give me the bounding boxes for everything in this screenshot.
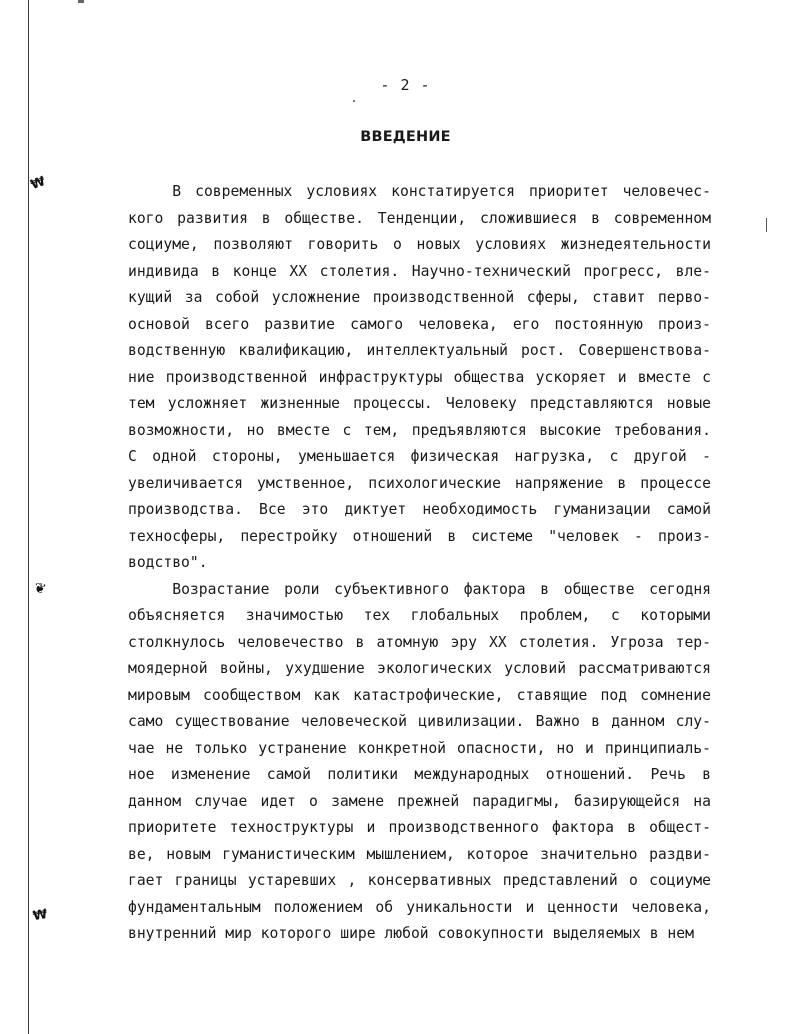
text-line: данном случае идет о замене прежней парадигмы, базирующейся на (128, 792, 711, 810)
text-line: тем усложняет жизненные процессы. Человеку представляются новые (128, 395, 711, 412)
margin-mark: ❦ (32, 579, 48, 599)
text-line: увеличивается умственное, психологические напряжение в процессе (128, 474, 711, 492)
text-line: кущий за собой усложнение производственной сферы, ставит перво- (128, 289, 711, 306)
scan-artifact (766, 218, 767, 232)
text-line: кого развития в обществе. Тенденции, сложившиеся в современном (128, 209, 711, 227)
scan-artifact (78, 0, 84, 3)
text-line: приоритете техноструктуры и производственного фактора в общест- (128, 819, 711, 836)
text-line: гает границы устаревших , консервативных представлений о социуме (128, 872, 711, 889)
text-line: водственную квалификацию, интеллектуальный рост. Совершенствова- (128, 342, 711, 359)
text-line: само существование человеческой цивилизации. Важно в данном слу- (128, 713, 711, 730)
section-heading: ВВЕДЕНИЕ (360, 129, 451, 145)
text-line: фундаментальным положением об уникальности и ценности человека, (128, 898, 711, 916)
text-line: возможности, но вместе с тем, предъявляются высокие требования. (128, 421, 711, 439)
text-line: столкнулось человечество в атомную эру XX столетия. Угроза тер- (128, 633, 711, 651)
text-line: ное изменение самой политики международных отношений. Речь в (128, 766, 711, 783)
scan-artifact (353, 100, 355, 102)
page-left-edge (28, 0, 29, 1034)
text-line: водство". (128, 554, 208, 571)
text-line: ве, новым гуманистическим мышлением, которое значительно раздви- (128, 845, 711, 863)
page-number: - 2 - (380, 76, 431, 94)
text-line: основой всего развитие самого человека, его постоянную произ- (128, 315, 711, 333)
text-line: внутренний мир которого шире любой совокупности выделяемых в нем (128, 925, 694, 942)
text-line: чае не только устранение конкретной опасности, но и принципиаль- (128, 739, 711, 757)
text-line: социуме, позволяют говорить о новых условиях жизнедеятельности (128, 236, 711, 253)
text-line: ние производственной инфраструктуры общества ускоряет и вместе с (128, 368, 711, 386)
text-line: объясняется значимостью тех глобальных проблем, с которыми (128, 607, 711, 624)
text-line: В современных условиях констатируется приоритет человечес- (172, 183, 711, 200)
text-line: техносферы, перестройку отношений в системе "человек - произ- (128, 527, 711, 545)
margin-mark: ₩ (31, 906, 49, 925)
margin-mark: ₩ (28, 173, 48, 194)
text-line: Возрастание роли субъективного фактора в обществе сегодня (172, 580, 711, 598)
text-line: производства. Все это диктует необходимость гуманизации самой (128, 501, 711, 518)
text-line: мировым сообществом как катастрофические, ставящие под сомнение (128, 686, 711, 704)
body-text (128, 179, 711, 948)
text-line: индивида в конце XX столетия. Научно-технический прогресс, вле- (128, 262, 711, 280)
text-line: С одной стороны, уменьшается физическая нагрузка, с другой - (128, 448, 711, 465)
text-line: моядерной войны, ухудшение экологических условий рассматриваются (128, 660, 711, 677)
